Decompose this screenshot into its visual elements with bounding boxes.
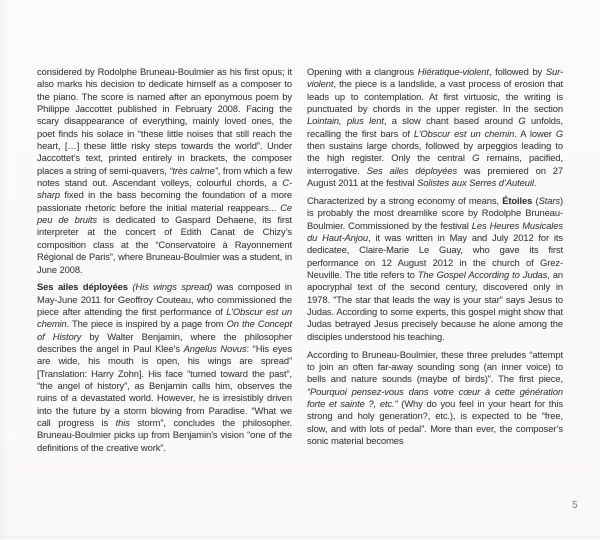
text-run: (Why do you feel in your heart for this strong and holy generation?, etc.), is expected to be “free, slow, and with lots of pedal”. More than ever, the composer’s sonic material becomes	[307, 397, 563, 446]
text-run: , it was written in May and July 2012 for its dedicatee, Claire-Marie Le Guay, who gave its first performance on 12 August 2012 in the church of Grez-Neuville. The title refers to	[307, 231, 563, 280]
text-run: G	[518, 115, 526, 127]
text-run: Ses ailes déployées	[37, 281, 128, 293]
text-run: On the Concept of History	[37, 318, 292, 342]
scan-edge-bottom	[0, 536, 600, 538]
text-run: G	[472, 152, 480, 164]
text-run: The Gospel According to Judas	[417, 269, 548, 280]
text-run: , the piece is a landslide, a vast process of erosion that leads up to contemplation. At first virtuosic, the writing is punctuated by chords in the upper register. In the section	[307, 78, 563, 115]
text-run: C-sharp	[37, 177, 292, 201]
text-run: this	[115, 417, 130, 429]
text-run: G	[555, 127, 564, 139]
text-run: fixed in the bass becoming the foundation of a more passionate rhetoric before the initial material reappears...	[37, 189, 292, 213]
paragraph	[37, 281, 292, 454]
text-run: L’Obscur est un chemin	[37, 306, 292, 330]
text-run: , from which a few notes stand out. Ascendant volleys, colourful chords, a	[37, 164, 292, 189]
text-run: “très calme”	[169, 164, 218, 176]
text-run: , an apocryphal text of the second century, discovered only in 1978. “The star that leads the way is your star” says Jesus to Judas. According to some experts, this gospel might show that Judas betrayed Jesus precisely because he alone among the disciples understood his teaching.	[307, 269, 563, 342]
text-run: ) is probably the most dreamlike score by Rodolphe Bruneau-Boulmier. Commissioned by the festival	[307, 194, 563, 231]
text-run: Hiératique-violent	[417, 66, 489, 77]
text-run: (His wings spread)	[132, 281, 213, 293]
text-columns	[37, 66, 563, 454]
paragraph	[307, 195, 563, 343]
text-column-left	[37, 66, 292, 454]
text-run: Opening with a clangrous	[307, 66, 418, 77]
text-run: .	[533, 177, 537, 189]
text-run: Lointain, plus lent	[307, 115, 384, 127]
text-run: Solistes aux Serres d’Auteuil	[417, 177, 534, 189]
text-run: is dedicated to Gaspard Dehaene, its first interpreter at the concert of Edith Canat de Chizy’s composition class at the “Conservatoire à Rayonnement Régional de Paris”, where Bruneau-Boulmier was a student, in June 2008.	[37, 214, 292, 275]
text-run: was premiered on 27 August 2011 at the festival	[307, 164, 563, 189]
text-run: Ce peu de bruits	[37, 201, 292, 226]
text-run: storm”, concludes the philosopher. Bruneau-Boulmier picks up from Benjamin’s vision “one of the definitions of the creative work”.	[37, 417, 292, 453]
paragraph	[307, 66, 563, 189]
text-run: L’Obscur est un chemin	[413, 127, 515, 139]
paragraph	[307, 349, 563, 448]
text-run: then sustains large chords, followed by arpeggios leading to the high register. Only the central	[307, 140, 563, 164]
text-run: . The piece is inspired by a page from	[66, 318, 227, 330]
text-run: (	[532, 194, 539, 206]
text-run: remains, pacified, interrogative.	[307, 152, 563, 176]
text-run: considered by Rodolphe Bruneau-Boulmier as his first opus; it also marks his decision to dedicate himself as a composer to the piano. The score is named after an eponymous poem by Philippe Jaccottet published in February 2008. Facing the scary disappearance of everything, mainly loved ones, the poet finds his solace in “these little noises that still reach the heart, […] these little risky steps towards the world”. Under Jaccottet’s text, printed entirely in brackets, the composer places a string of semi-quavers,	[37, 66, 292, 176]
page-number: 5	[572, 500, 578, 511]
text-run: According to Bruneau-Boulmier, these three preludes “attempt to join an often far-away sounding song (an inner voice) to bells and nature sounds (maybe of birds)”. The first piece,	[307, 348, 563, 385]
text-run: Les Heures Musicales du Haut-Anjou	[307, 219, 563, 243]
text-run: was composed in May-June 2011 for Geoffroy Couteau, who commissioned the piece after attending the first performance of	[37, 281, 293, 318]
text-run: . A lower	[514, 127, 556, 139]
text-column-right	[307, 66, 563, 454]
text-run: Sur-violent	[307, 66, 563, 90]
paragraph	[37, 66, 292, 276]
text-run: unfolds, recalling the first bars of	[307, 115, 564, 139]
text-run: Angelus Novus	[183, 343, 247, 355]
text-run: Étoiles	[502, 194, 533, 206]
text-run: : “His eyes are wide, his mouth is open, his wings are spread” [Translation: Harry Zohn]. His face “turned toward the past”, “the angel of history”, as Benjamin calls him, observes the ruins of a devastated world. However, he is irresistibly driven into the future by a storm blowing from Paradise. “What we call progress is	[37, 343, 293, 429]
text-run: , followed by	[488, 66, 546, 77]
text-run: , a slow chant based around	[383, 115, 519, 127]
scan-edge-left	[0, 0, 10, 540]
text-run: by Walter Benjamin, where the philosopher describes the angel in Paul Klee’s	[37, 330, 292, 355]
text-run: Stars	[538, 194, 560, 206]
text-run: Characterized by a strong economy of means,	[307, 194, 503, 206]
text-run: “Pourquoi pensez-vous dans votre cœur à cette génération forte et sainte ?, etc.”	[307, 385, 563, 409]
text-run: Ses ailes déployées	[366, 164, 458, 176]
